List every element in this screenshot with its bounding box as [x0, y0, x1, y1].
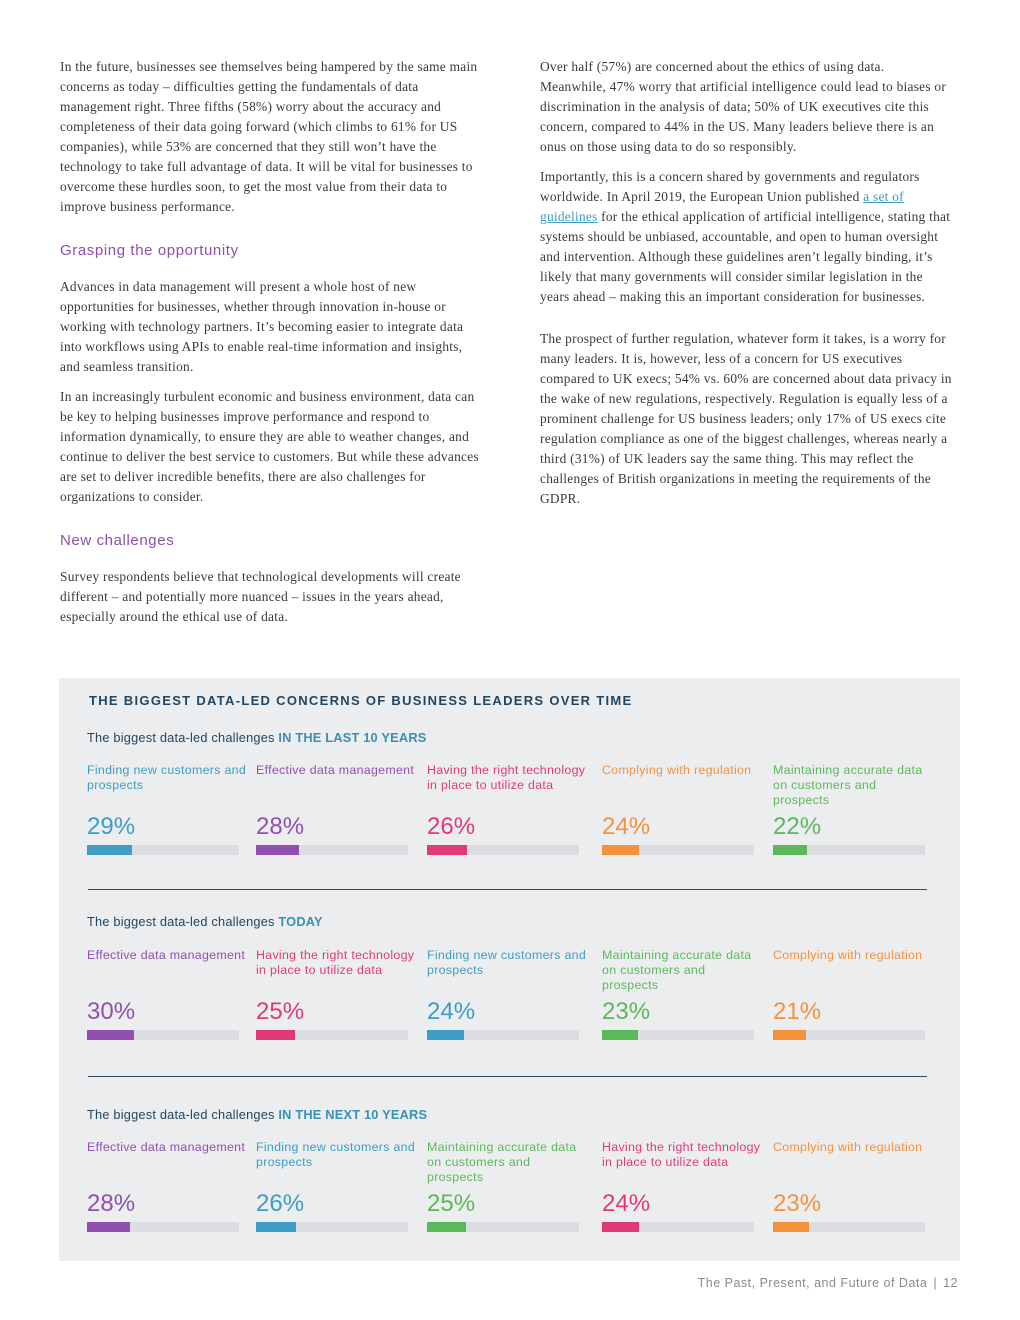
heading-new-challenges: New challenges: [60, 532, 175, 549]
value-label: 26%: [427, 813, 476, 840]
right-column: [540, 57, 952, 519]
category-label: Complying with regulation: [602, 763, 752, 777]
section-title-today: [87, 914, 323, 929]
value-label: 24%: [602, 813, 651, 840]
right-paragraph-2-end: for the ethical application of artificial intelligence, stating that systems should be unbiased, accountable, and open to human oversight and intervention. Although these guidelines aren’t legally binding, it’s likely that many governments will consider similar legislation in the years ahead – making this an important consideration for businesses.: [540, 209, 951, 304]
footer-separator: |: [933, 1276, 938, 1290]
right-paragraph-3: The prospect of further regulation, whatever form it takes, is a worry for many leaders. It is, however, less of a concern for US executives compared to UK execs; 54% vs. 60% are concerned about data privacy in the wake of new regulations, respectively. Regulation is equally less of a prominent challenge for US business leaders; only 17% of US execs cite regulation compliance as one of the biggest challenges, whereas nearly a third (31%) of UK leaders say the same thing. This may reflect the challenges of British organizations in meeting the requirements of the GDPR.: [540, 331, 952, 506]
category-label: Finding new customers and prospects: [256, 1140, 416, 1169]
category-label: Complying with regulation: [773, 948, 923, 962]
bar-fill: [773, 845, 807, 855]
value-label: 29%: [87, 813, 136, 840]
value-label: 22%: [773, 813, 822, 840]
bar-track: [602, 1222, 754, 1232]
bar-track: [427, 1030, 579, 1040]
section-divider: [88, 889, 927, 890]
value-label: 26%: [256, 1190, 305, 1217]
category-label: Effective data management: [87, 1140, 246, 1154]
value-label: 25%: [256, 998, 305, 1025]
bar-track: [773, 1222, 925, 1232]
value-label: 24%: [427, 998, 476, 1025]
bar-fill: [602, 1030, 638, 1040]
footer-title: The Past, Present, and Future of Data: [697, 1276, 928, 1290]
bar-fill: [256, 1222, 296, 1232]
bar-track: [773, 1030, 925, 1040]
value-label: 23%: [602, 998, 651, 1025]
left-column: [60, 57, 480, 637]
category-label: Effective data management: [87, 948, 246, 962]
section-title-emphasis: IN THE LAST 10 YEARS: [278, 730, 427, 745]
value-label: 28%: [87, 1190, 136, 1217]
category-label: Complying with regulation: [773, 1140, 923, 1154]
value-label: 30%: [87, 998, 136, 1025]
section-title-prefix: The biggest data-led challenges: [87, 914, 279, 929]
category-label: Maintaining accurate data on customers and prospects: [427, 1140, 577, 1184]
left-paragraph-4: Survey respondents believe that technological developments will create different – and potentially more nuanced – issues in the years ahead, especially around the ethical use of data.: [60, 569, 461, 624]
bar-fill: [87, 1222, 130, 1232]
bar-track: [256, 1030, 408, 1040]
infographic-title: THE BIGGEST DATA-LED CONCERNS OF BUSINESS LEADERS OVER TIME: [89, 693, 633, 708]
right-paragraph-2-start: Importantly, this is a concern shared by governments and regulators worldwide. In April 2019, the European Union published: [540, 169, 920, 204]
category-label: Having the right technology in place to utilize data: [602, 1140, 761, 1169]
bar-fill: [256, 845, 299, 855]
value-label: 25%: [427, 1190, 476, 1217]
value-label: 21%: [773, 998, 822, 1025]
heading-grasping-opportunity: Grasping the opportunity: [60, 242, 239, 259]
bar-track: [773, 845, 925, 855]
bar-track: [87, 845, 239, 855]
page-footer: [698, 1276, 958, 1290]
bar-fill: [427, 1030, 464, 1040]
bar-track: [427, 845, 579, 855]
category-label: Having the right technology in place to utilize data: [427, 763, 586, 792]
category-label: Having the right technology in place to utilize data: [256, 948, 415, 977]
bar-track: [602, 1030, 754, 1040]
category-label: Effective data management: [256, 763, 415, 777]
page-number: 12: [943, 1276, 958, 1290]
bar-fill: [87, 1030, 134, 1040]
value-label: 24%: [602, 1190, 651, 1217]
value-label: 23%: [773, 1190, 822, 1217]
bar-fill: [602, 845, 639, 855]
bar-track: [427, 1222, 579, 1232]
bar-fill: [427, 845, 467, 855]
bar-track: [602, 845, 754, 855]
right-paragraph-1: Over half (57%) are concerned about the ethics of using data. Meanwhile, 47% worry that artificial intelligence could lead to biases or discrimination in the analysis of data; 50% of UK executives cite this concern, compared to 44% in the US. Many leaders believe there is an onus on those using data to do so responsibly.: [540, 59, 947, 154]
bar-fill: [773, 1030, 806, 1040]
left-paragraph-1: In the future, businesses see themselves being hampered by the same main concerns as today – difficulties getting the fundamentals of data management right. Three fifths (58%) worry about the accuracy and completeness of their data going forward (which climbs to 61% for US companies), while 53% are concerned that they still won’t have the technology to take full advantage of data. It will be vital for businesses to overcome these hurdles soon, to get the most value from their data to improve business performance.: [60, 59, 478, 214]
category-label: Maintaining accurate data on customers and prospects: [773, 763, 923, 807]
bar-fill: [256, 1030, 295, 1040]
concerns-infographic: [59, 678, 960, 1261]
bar-track: [87, 1030, 239, 1040]
category-label: Maintaining accurate data on customers and prospects: [602, 948, 752, 992]
bar-fill: [427, 1222, 466, 1232]
bar-track: [256, 845, 408, 855]
value-label: 28%: [256, 813, 305, 840]
bar-track: [256, 1222, 408, 1232]
bar-track: [87, 1222, 239, 1232]
guidelines-link[interactable]: a set of guidelines: [540, 189, 904, 224]
section-title-prefix: The biggest data-led challenges: [87, 730, 279, 745]
section-title-emphasis: TODAY: [278, 914, 323, 929]
bar-fill: [602, 1222, 639, 1232]
section-title-emphasis: IN THE NEXT 10 YEARS: [278, 1107, 428, 1122]
category-label: Finding new customers and prospects: [427, 948, 587, 977]
section-divider: [88, 1076, 927, 1077]
left-paragraph-2: Advances in data management will present a whole host of new opportunities for businesses, whether through innovation in-house or working with technology partners. It’s becoming easier to integrate data into workflows using APIs to enable real-time information and insights, and seamless transition.: [60, 279, 464, 374]
bar-fill: [773, 1222, 809, 1232]
section-title-last-10-years: [87, 730, 427, 745]
left-paragraph-3: In an increasingly turbulent economic and business environment, data can be key to helping businesses improve performance and respond to information dynamically, to ensure they are able to weather changes, and continue to deliver the best service to customers. But while these advances are set to deliver incredible benefits, there are also challenges for organizations to consider.: [60, 389, 479, 504]
section-title-next-10-years: [87, 1107, 427, 1122]
bar-fill: [87, 845, 132, 855]
right-paragraph-2: [540, 167, 952, 307]
category-label: Finding new customers and prospects: [87, 763, 247, 792]
section-title-prefix: The biggest data-led challenges: [87, 1107, 279, 1122]
